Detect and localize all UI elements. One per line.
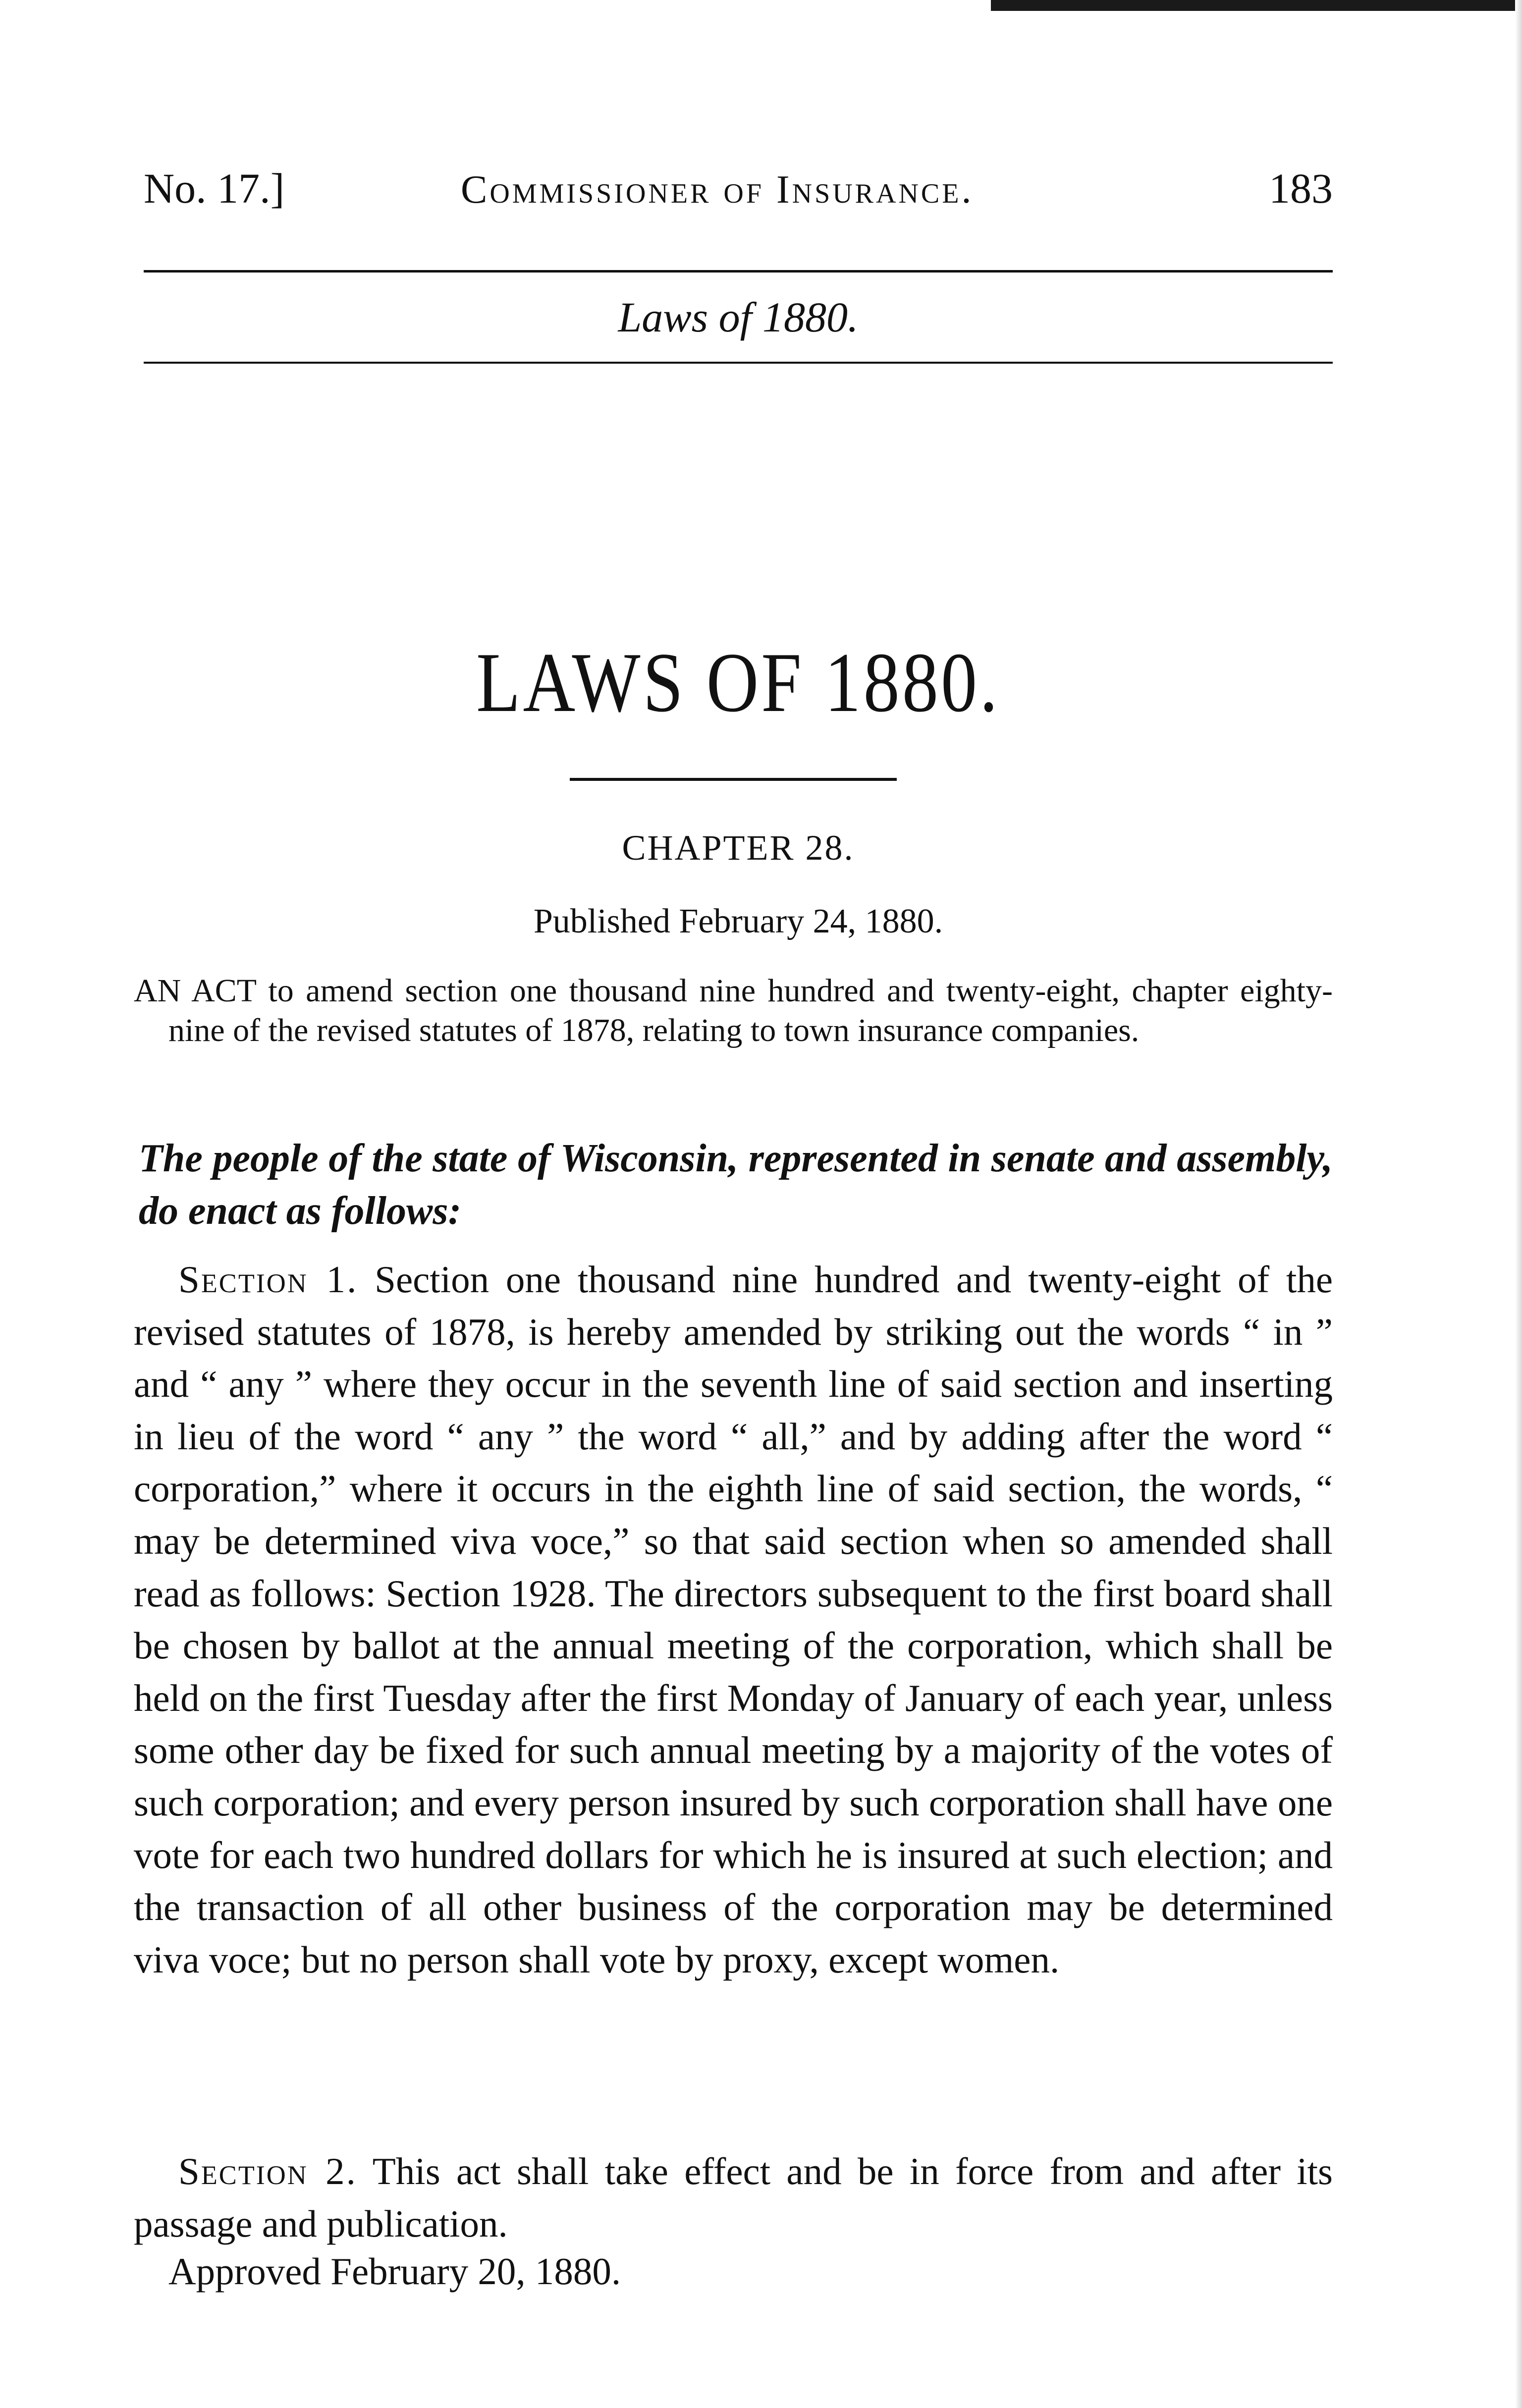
chapter-heading: CHAPTER 28. [622, 828, 855, 868]
header-rule-bottom [144, 362, 1333, 364]
running-head [144, 164, 1333, 218]
section-1-text: Section one thousand nine hundred and twenty-eight of the revised statutes of 1878, is hereby amended by striking out the words “ in ” and “ any ” where they occur in the seventh line of said section and inserting in lieu of the word “ any ” the word “ all,” and by adding after the word “ corporation,” where it occurs in the eighth line of said section, the words, “ may be determined viva voce,” so that said section when so amended shall read as follows: Section 1928. The directors subsequent to the first board shall be chosen by ballot at the annual meeting of the corporation, which shall be held on the first Tuesday after the first Monday of January of each year, unless some other day be fixed for such annual meeting by a majority of the votes of such corporation; and every person insured by such corporation shall have one vote for each two hundred dollars for which he is insured at such election; and the transaction of all other business of the corporation may be determined viva voce; but no person shall vote by proxy, except women. [134, 1258, 1333, 1981]
scan-edge-right [1515, 0, 1522, 2408]
publication-date: Published February 24, 1880. [533, 902, 943, 940]
approval-date: Approved February 20, 1880. [168, 2250, 621, 2293]
page-number: 183 [1269, 164, 1333, 212]
subhead-text: Laws of 1880. [618, 293, 859, 341]
section-2-label: Section 2. [178, 2150, 357, 2192]
section-subhead [144, 292, 1333, 342]
scan-edge-top [991, 0, 1522, 11]
page-title: LAWS OF 1880. [476, 636, 1000, 730]
enacting-clause: The people of the state of Wisconsin, represented in senate and assembly, do enact as follows: [139, 1137, 1333, 1233]
act-title: AN ACT to amend section one thousand nine hundred and twenty-eight, chapter eighty-nine of the revised statutes of 1878, relating to town insurance companies. [134, 973, 1333, 1048]
header-rule-top [144, 270, 1333, 273]
section-1-label: Section 1. [178, 1258, 358, 1301]
section-2 [134, 2145, 1333, 2250]
section-2-text: This act shall take effect and be in force from and after its passage and publication. [134, 2150, 1333, 2245]
title-divider [570, 778, 897, 781]
document-number: No. 17.] [144, 164, 285, 212]
running-title: Commissioner of Insurance. [461, 168, 974, 212]
section-1 [134, 1254, 1333, 1986]
